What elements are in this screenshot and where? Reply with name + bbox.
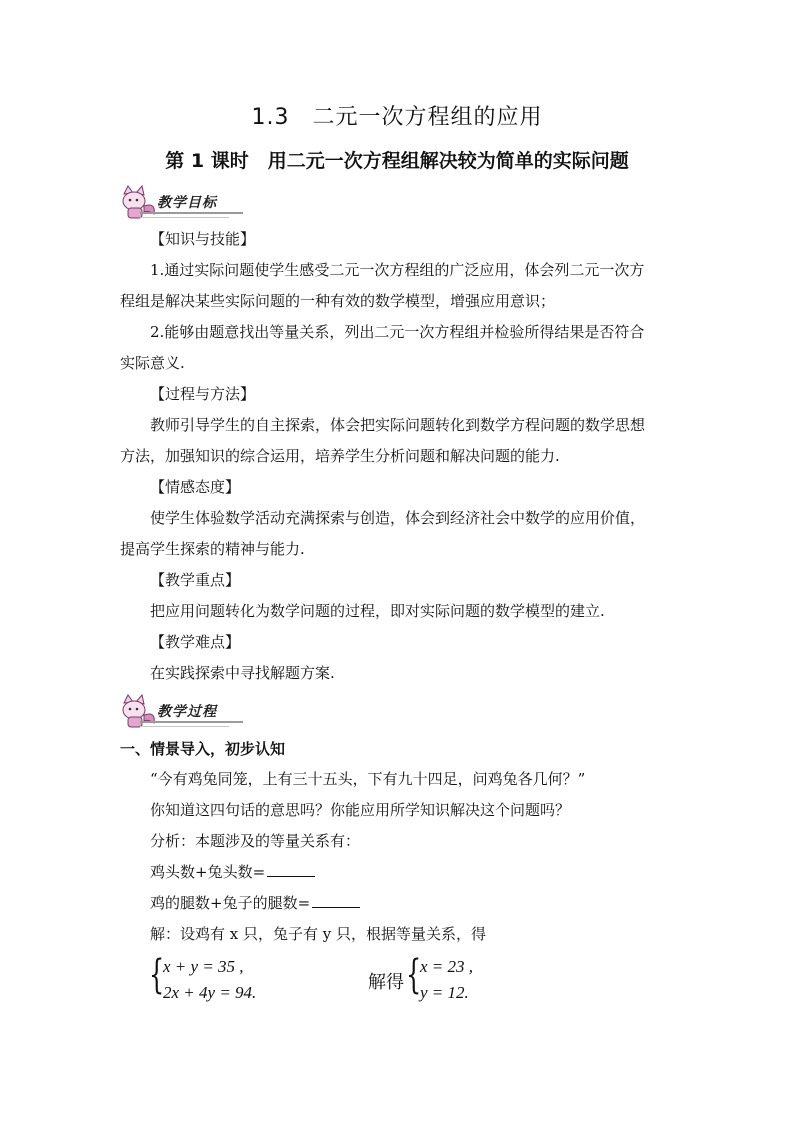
goal-text: 在实践探索中寻找解题方案. — [150, 664, 335, 682]
solution-text: 解：设鸡有 x 只，兔子有 y 只，根据等量关系，得 — [150, 925, 487, 943]
solve-label: 解得 — [368, 972, 404, 992]
badge-label: 教学过程 — [157, 704, 217, 720]
equation-legs-text: 鸡的腿数+兔子的腿数= — [150, 894, 311, 912]
section-badge-goals — [118, 184, 243, 220]
badge-underline — [140, 212, 243, 214]
badge-label: 教学目标 — [157, 195, 217, 211]
goal-text: 方法，加强知识的综合运用，培养学生分析问题和解决问题的能力. — [120, 447, 560, 465]
process-method-header: 【过程与方法】 — [150, 385, 256, 403]
goal-text: 实际意义. — [120, 354, 185, 372]
goal-text: 提高学生探索的精神与能力. — [120, 540, 305, 558]
fill-blank — [312, 893, 360, 908]
difficulty-header: 【教学难点】 — [150, 633, 241, 651]
badge-underline — [140, 721, 243, 723]
result-x: x = 23 , — [420, 957, 474, 976]
section-heading: 一、情景导入，初步认知 — [120, 740, 286, 758]
problem-quote: “今有鸡兔同笼，上有三十五头，下有九十四足，问鸡兔各几何？” — [150, 770, 586, 788]
key-point-header: 【教学重点】 — [150, 571, 241, 589]
emotion-header: 【情感态度】 — [150, 478, 241, 496]
result-y: y = 12. — [420, 983, 469, 1002]
problem-question: 你知道这四句话的意思吗？你能应用所学知识解决这个问题吗？ — [150, 801, 571, 819]
badge-underline-thin — [140, 217, 229, 218]
section-badge-process — [118, 693, 243, 729]
fill-blank — [267, 862, 315, 877]
knowledge-header: 【知识与技能】 — [150, 230, 256, 248]
fox-mascot-icon — [118, 693, 162, 729]
system-equation-1: x + y = 35 , — [163, 957, 244, 976]
goal-text: 2.能够由题意找出等量关系，列出二元一次方程组并检验所得结果是否符合 — [150, 323, 645, 341]
goal-text: 使学生体验数学活动充满探索与创造，体会到经济社会中数学的应用价值， — [150, 509, 646, 527]
goal-text: 教师引导学生的自主探索，体会把实际问题转化到数学方程问题的数学思想 — [150, 416, 646, 434]
analysis-text: 分析：本题涉及的等量关系有： — [150, 832, 361, 850]
goal-text: 把应用问题转化为数学问题的过程，即对实际问题的数学模型的建立. — [150, 602, 605, 620]
left-brace: { — [149, 952, 165, 998]
page-title: 1.3 二元一次方程组的应用 — [251, 105, 543, 130]
equation-heads-text: 鸡头数+兔头数= — [150, 863, 266, 881]
equation-legs — [150, 892, 360, 914]
right-brace: { — [406, 952, 422, 998]
system-equation-2: 2x + 4y = 94. — [163, 983, 257, 1002]
page-subtitle: 第 1 课时 用二元一次方程组解决较为简单的实际问题 — [165, 150, 629, 172]
goal-text: 1.通过实际问题使学生感受二元一次方程组的广泛应用，体会列二元一次方 — [150, 261, 645, 279]
fox-mascot-icon — [118, 184, 162, 220]
badge-underline-thin — [140, 726, 229, 727]
equation-heads — [150, 861, 315, 883]
goal-text: 程组是解决某些实际问题的一种有效的数学模型，增强应用意识； — [120, 292, 556, 310]
